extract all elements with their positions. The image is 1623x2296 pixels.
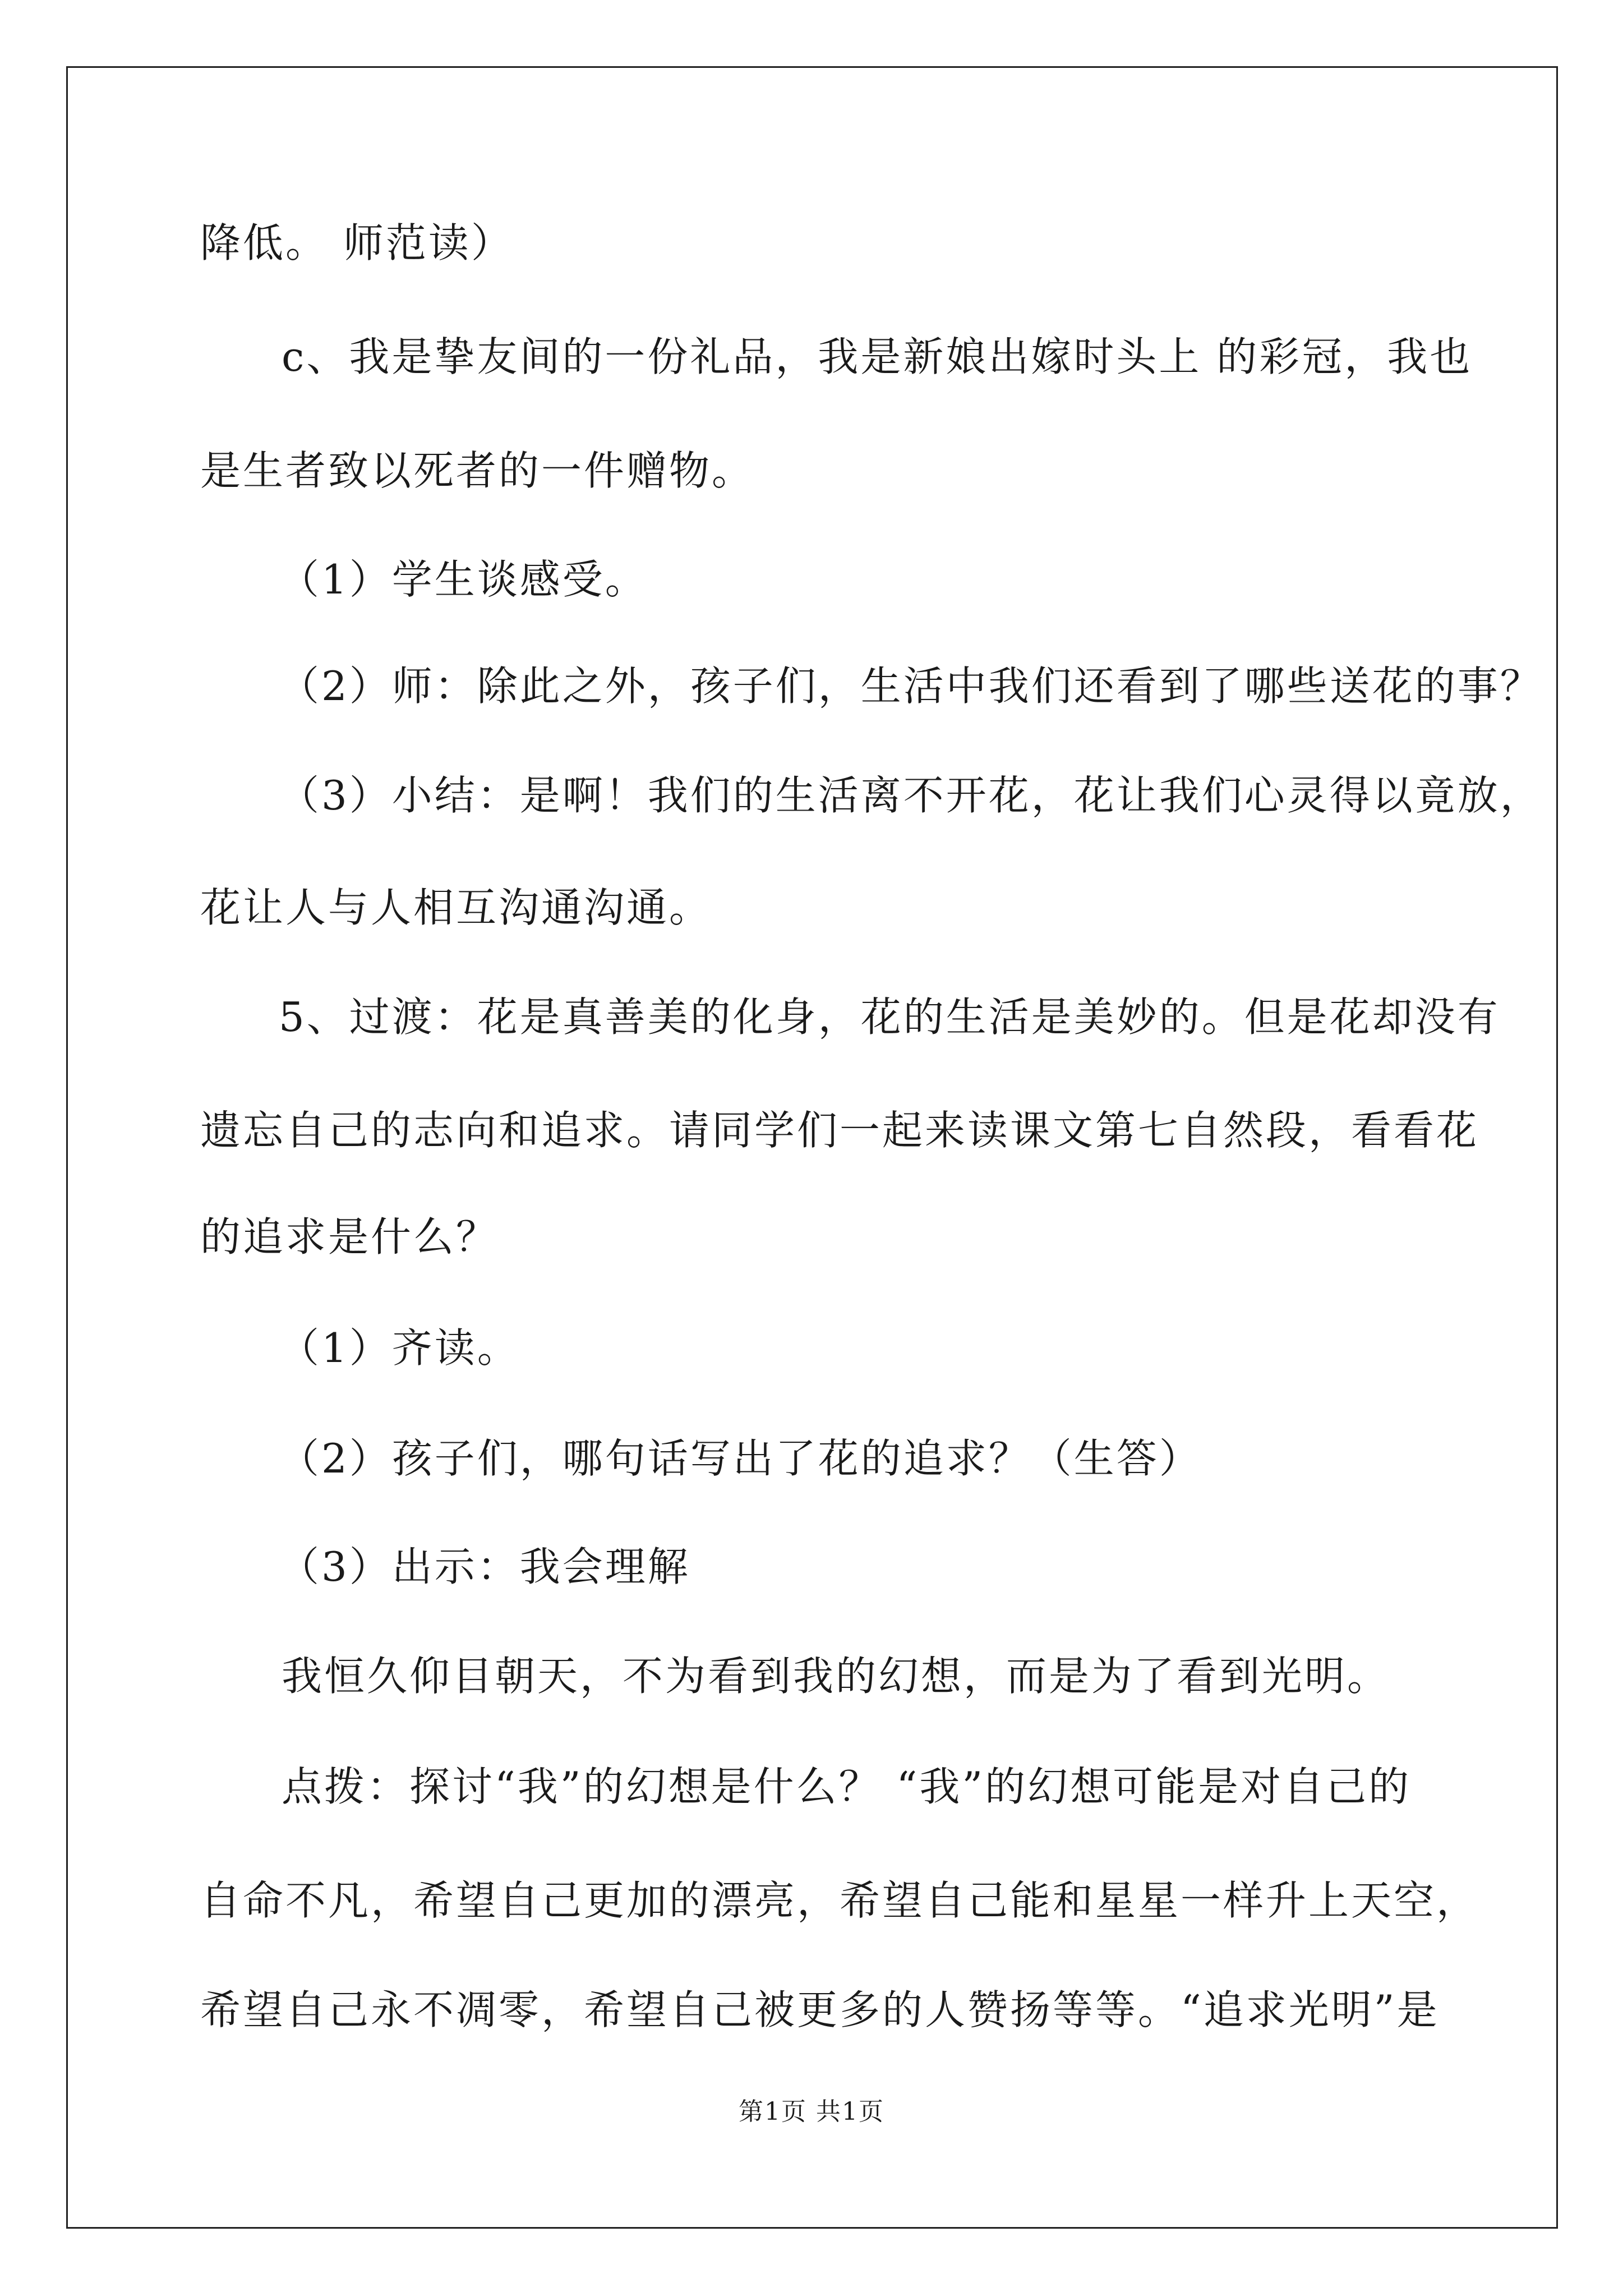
paragraph-line-8: 5、过渡：花是真善美的化身，花的生活是美妙的。但是花却没有	[279, 993, 1500, 1041]
paragraph-line-10: 的追求是什么？	[200, 1213, 499, 1260]
paragraph-line-17: 希望自己永不凋零，希望自己被更多的人赞扬等等。“追求光明”是	[200, 1986, 1440, 2033]
paragraph-line-4: （1）学生谈感受。	[279, 556, 648, 603]
paragraph-line-9: 遗忘自己的志向和追求。请同学们一起来读课文第七自然段，看看花	[200, 1107, 1479, 1154]
paragraph-line-7: 花让人与人相互沟通沟通。	[200, 884, 712, 931]
paragraph-line-13: （3）出示：我会理解	[279, 1543, 690, 1590]
paragraph-line-5: （2）师：除此之外，孩子们，生活中我们还看到了哪些送花的事？	[279, 662, 1543, 710]
paragraph-line-16: 自命不凡，希望自己更加的漂亮，希望自己能和星星一样升上天空，	[200, 1877, 1479, 1924]
paragraph-line-15: 点拨：探讨“我”的幻想是什么？ “我”的幻想可能是对自己的	[282, 1763, 1412, 1810]
page-number-footer: 第1页 共1页	[739, 2097, 884, 2126]
paragraph-line-12: （2）孩子们，哪句话写出了花的追求？（生答）	[279, 1435, 1202, 1482]
paragraph-line-14: 我恒久仰目朝天，不为看到我的幻想，而是为了看到光明。	[282, 1653, 1390, 1700]
paragraph-line-3: 是生者致以死者的一件赠物。	[200, 447, 755, 494]
paragraph-line-11: （1）齐读。	[279, 1324, 520, 1372]
paragraph-line-2: c、我是挚友间的一份礼品，我是新娘出嫁时头上 的彩冠，我也	[282, 333, 1473, 380]
paragraph-line-6: （3）小结：是啊！我们的生活离不开花，花让我们心灵得以竟放，	[279, 772, 1543, 819]
paragraph-line-1: 降低。 师范读）	[200, 219, 514, 266]
